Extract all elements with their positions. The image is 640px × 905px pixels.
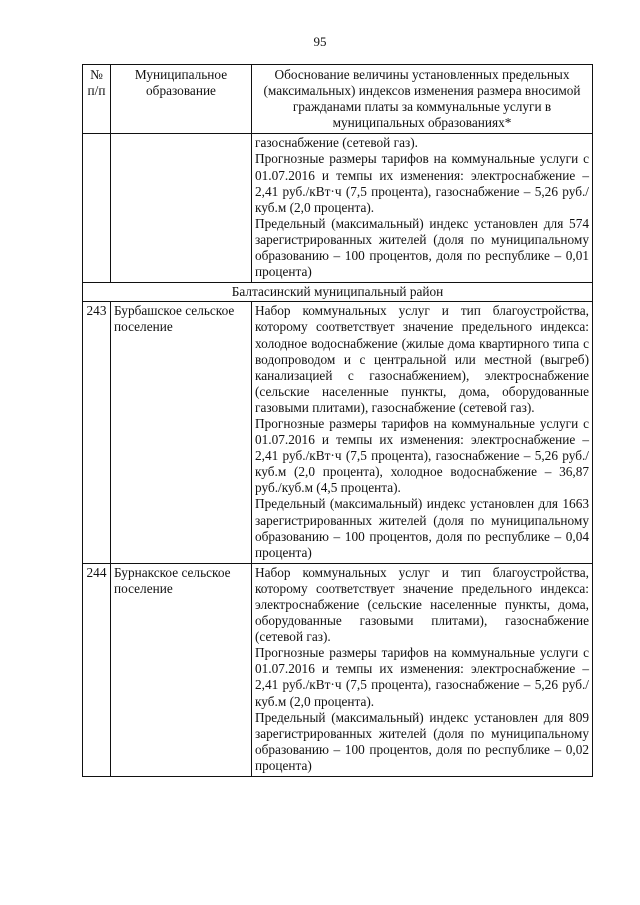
justification-paragraph: Предельный (максимальный) индекс установлен для 1663 зарегистрированных жителей (доля по муниципальному образованию – 100 процентов, доля по республике – 0,04 процента) bbox=[255, 496, 589, 560]
row-municipality: Бурбашское сельское поселение bbox=[111, 302, 252, 564]
justification-paragraph: Прогнозные размеры тарифов на коммунальные услуги с 01.07.2016 и темпы их изменения: электроснабжение – 2,41 руб./кВт·ч (7,5 процента), газоснабжение – 5,26 руб./куб.м (2,0 процента), холодное водоснабжение – 36,87 руб./куб.м (4,5 процента). bbox=[255, 415, 589, 496]
justification-paragraph: Набор коммунальных услуг и тип благоустройства, которому соответствует значение предельного индекса: электроснабжение (сельские населенные пункты, дома, оборудованные газовыми плитами), газоснабжение (сетевой газ). bbox=[255, 564, 589, 645]
justification-paragraph: Предельный (максимальный) индекс установлен для 574 зарегистрированных жителей (доля по муниципальному образованию – 100 процентов, доля по республике – 0,01 процента) bbox=[255, 215, 589, 280]
header-num: № п/п bbox=[83, 65, 111, 134]
header-justification: Обоснование величины установленных предельных (максимальных) индексов изменения размера вносимой гражданами платы за коммунальные услуги в муниципальных образованиях* bbox=[252, 65, 593, 134]
justification-paragraph: Предельный (максимальный) индекс установлен для 809 зарегистрированных жителей (доля по муниципальному образованию – 100 процентов, доля по республике – 0,02 процента) bbox=[255, 709, 589, 773]
table-row bbox=[83, 563, 593, 776]
row-municipality bbox=[111, 134, 252, 283]
page-number: 95 bbox=[313, 34, 327, 49]
row-justification bbox=[252, 134, 593, 283]
table-row-continued bbox=[83, 134, 593, 283]
justification-paragraph: газоснабжение (сетевой газ). bbox=[255, 135, 418, 151]
row-num bbox=[83, 134, 111, 283]
justification-paragraph: Прогнозные размеры тарифов на коммунальные услуги с 01.07.2016 и темпы их изменения: электроснабжение – 2,41 руб./кВт·ч (7,5 процента), газоснабжение – 5,26 руб./куб.м (2,0 процента). bbox=[255, 645, 589, 709]
justification-paragraph: Набор коммунальных услуг и тип благоустройства, которому соответствует значение предельного индекса: холодное водоснабжение (жилые дома квартирного типа с водопроводом и с центральной или местной (выгреб) канализацией с газоснабжением), электроснабжение (сельские населенные пункты, дома, оборудованные газовыми плитами), газоснабжение (сетевой газ). bbox=[255, 303, 589, 415]
row-municipality: Бурнакское сельское поселение bbox=[111, 563, 252, 776]
district-title: Балтасинский муниципальный район bbox=[83, 283, 593, 302]
district-row bbox=[83, 283, 593, 302]
header-municipality: Муниципальное образование bbox=[111, 65, 252, 134]
justification-paragraph: Прогнозные размеры тарифов на коммунальные услуги с 01.07.2016 и темпы их изменения: электроснабжение – 2,41 руб./кВт·ч (7,5 процента), газоснабжение – 5,26 руб./куб.м (2,0 процента). bbox=[255, 151, 589, 215]
row-num: 243 bbox=[83, 302, 111, 564]
row-num: 244 bbox=[83, 563, 111, 776]
table-row bbox=[83, 302, 593, 564]
row-justification bbox=[252, 563, 593, 776]
tariff-table bbox=[82, 64, 593, 777]
row-justification bbox=[252, 302, 593, 564]
table-header-row bbox=[83, 65, 593, 134]
